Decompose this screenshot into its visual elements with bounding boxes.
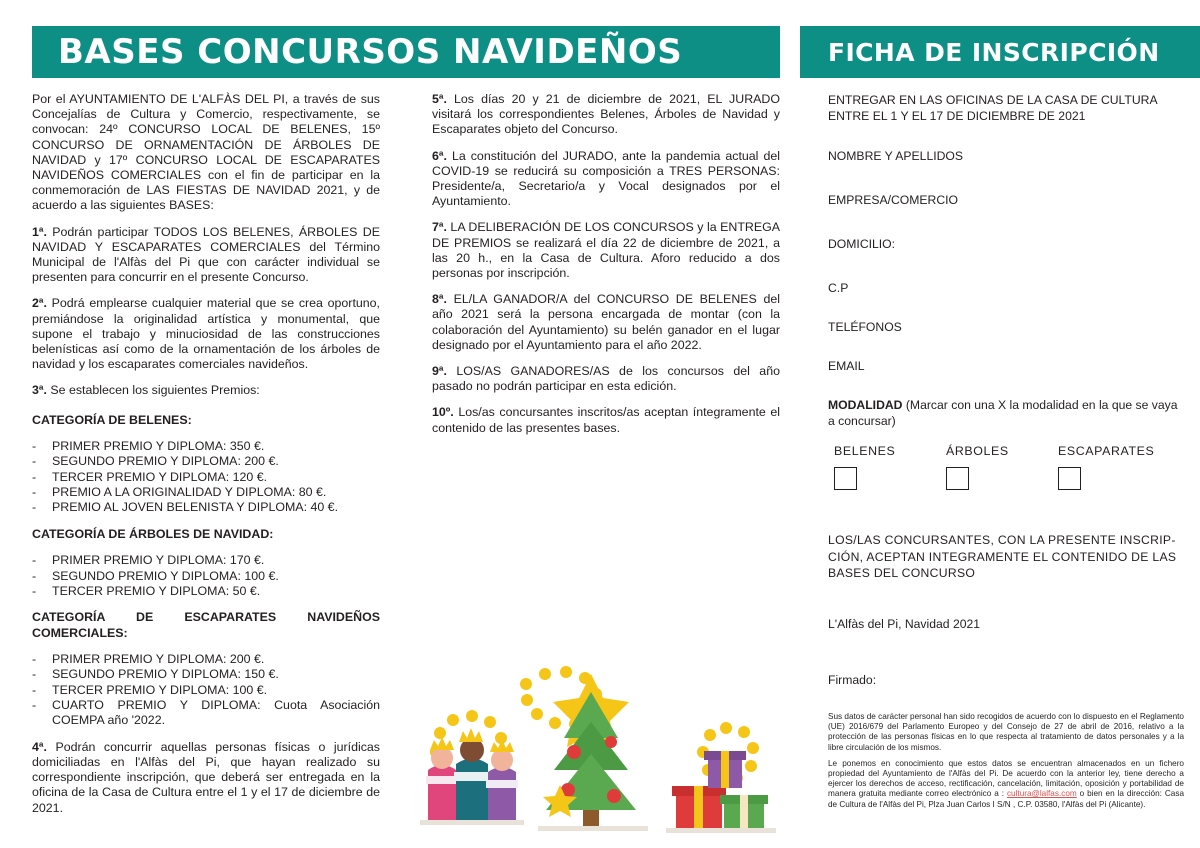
bases-intro-paragraph: Por el AYUNTAMIENTO DE L'ALFÀS DEL PI, a través de sus Concejalías de Cultura y Comercio, respectivamente, se convocan: 24º CONCURSO LOCAL DE BELENES, 15º CONCURSO DE ORNAMENTACIÓN DE ÁRBOLES DE NAVIDAD y 17º CONCURSO LOCAL DE ESCAPARATES NAVIDEÑOS COMERCIALES con el fin de participar en la conmemoración de LAS FIESTAS DE NAVIDAD 2021, y de acuerdo a las siguientes BASES: xyxy=(32,92,380,213)
base-6-paragraph xyxy=(432,149,780,210)
prize-text: TERCER PREMIO Y DIPLOMA: 100 €. xyxy=(52,682,268,697)
gift-boxes-icon xyxy=(666,751,776,833)
dash-bullet: - xyxy=(32,438,37,453)
dash-bullet: - xyxy=(32,682,37,697)
field-email[interactable]: EMAIL xyxy=(828,359,865,373)
dash-bullet: - xyxy=(32,553,37,568)
prize-text: SEGUNDO PREMIO Y DIPLOMA: 100 €. xyxy=(52,568,279,583)
prize-text: TERCER PREMIO Y DIPLOMA: 50 €. xyxy=(52,583,261,598)
base-3-paragraph xyxy=(32,383,380,398)
form-title: FICHA DE INSCRIPCIÓN xyxy=(828,37,1160,67)
three-kings-icon xyxy=(420,728,524,825)
base-7-paragraph xyxy=(432,220,780,281)
category-belenes-prize-list xyxy=(32,439,380,516)
checkbox-label: BELENES xyxy=(834,444,896,458)
acceptance-statement: LOS/LAS CONCURSANTES, CON LA PRESENTE INSCRIP-CIÓN, ACEPTAN INTEGRAMENTE EL CONTENIDO DE LAS BASES DEL CONCURSO xyxy=(828,533,1177,580)
signature-label[interactable]: Firmado: xyxy=(828,672,877,687)
legal-text-b: o bien en la dirección: Casa de Cultura de l'Alfàs del Pi, Plza Juan Carlos I S/N , C.P. 03580, l'Alfàs del Pi (Alicante). xyxy=(828,789,1184,809)
nativity-tree-gifts-icon xyxy=(408,630,788,835)
base-1-number: 1ª. xyxy=(32,224,47,239)
form-title-banner xyxy=(800,26,1200,78)
form-fields xyxy=(828,92,1178,700)
list-item xyxy=(32,683,380,698)
base-1-text: Podrán participar TODOS LOS BELENES, ÁRBOLES DE NAVIDAD Y ESCAPARATES COMERCIALES del Término Municipal de l'Alfàs del Pi que con carácter individual se presenten para concurrir en el presente Concurso. xyxy=(32,224,380,285)
spacer xyxy=(32,405,380,413)
list-item xyxy=(32,454,380,469)
base-5-number: 5ª. xyxy=(432,92,447,106)
prize-text: PREMIO AL JOVEN BELENISTA Y DIPLOMA: 40 €. xyxy=(52,500,339,515)
list-item xyxy=(32,698,380,729)
modality-checkbox-row xyxy=(828,443,1178,490)
bases-title-banner xyxy=(32,26,780,78)
base-10-paragraph xyxy=(432,405,780,435)
modality-option-escaparates[interactable] xyxy=(1052,443,1164,490)
base-7-text: LA DELIBERACIÓN DE LOS CONCURSOS y la ENTREGA DE PREMIOS se realizará el día 22 de diciembre de 2021, a las 20 h., en la Casa de Cultura. Aforo reducido a dos personas por inscripción. xyxy=(432,220,780,281)
dash-bullet: - xyxy=(32,651,37,666)
base-4-number: 4ª. xyxy=(32,739,47,754)
base-8-paragraph xyxy=(432,292,780,353)
list-item xyxy=(32,584,380,599)
dash-bullet: - xyxy=(32,697,37,712)
field-nombre-apellidos[interactable]: NOMBRE Y APELLIDOS xyxy=(828,149,964,163)
base-2-number: 2ª. xyxy=(32,296,47,311)
list-item xyxy=(32,553,380,568)
category-arboles-heading: CATEGORÍA DE ÁRBOLES DE NAVIDAD: xyxy=(32,526,274,541)
prize-text: PRIMER PREMIO Y DIPLOMA: 350 €. xyxy=(52,438,265,453)
prize-text: TERCER PREMIO Y DIPLOMA: 120 €. xyxy=(52,469,268,484)
base-2-text: Podrá emplearse cualquier material que se crea oportuno, premiándose la originalidad artística y monumental, que supone el trabajo y minuciosidad de las construcciones belenísticas así como de la ornamentación de los árboles de navidad y los escaparates comerciales navideños. xyxy=(32,296,380,372)
dash-bullet: - xyxy=(32,667,37,682)
modality-label: MODALIDAD xyxy=(828,398,903,412)
base-9-number: 9ª. xyxy=(432,364,447,379)
prize-text: PREMIO A LA ORIGINALIDAD Y DIPLOMA: 80 €. xyxy=(52,485,327,500)
list-item xyxy=(32,500,380,515)
category-escaparates-prize-list xyxy=(32,652,380,729)
base-9-paragraph xyxy=(432,364,780,394)
dash-bullet: - xyxy=(32,500,37,515)
prize-text: PRIMER PREMIO Y DIPLOMA: 200 €. xyxy=(52,651,265,666)
dash-bullet: - xyxy=(32,568,37,583)
category-escaparates-heading: CATEGORÍA DE ESCAPARATES NAVIDEÑOS COMERCIALES: xyxy=(32,610,380,640)
list-item xyxy=(32,439,380,454)
modality-option-belenes[interactable] xyxy=(828,443,940,490)
base-6-text: La constitución del JURADO, ante la pandemia actual del COVID-19 se reducirá su composición a TRES PERSONAS: Presidente/a, Secretario/a y Vocal designados por el Ayuntamiento. xyxy=(432,148,780,209)
christmas-illustration xyxy=(408,630,788,835)
list-item xyxy=(32,485,380,500)
checkbox-escaparates[interactable] xyxy=(1058,467,1081,490)
field-domicilio[interactable]: DOMICILIO: xyxy=(828,237,896,251)
bases-column-1 xyxy=(32,92,380,827)
base-2-paragraph xyxy=(32,296,380,372)
list-item xyxy=(32,667,380,682)
list-item xyxy=(32,652,380,667)
prize-text: PRIMER PREMIO Y DIPLOMA: 170 €. xyxy=(52,553,265,568)
legal-notice xyxy=(828,712,1184,816)
prize-text: CUARTO PREMIO Y DIPLOMA: Cuota Asociación COEMPA año '2022. xyxy=(52,697,380,728)
field-telefonos[interactable]: TELÉFONOS xyxy=(828,320,902,334)
base-4-paragraph xyxy=(32,740,380,816)
checkbox-belenes[interactable] xyxy=(834,467,857,490)
list-item xyxy=(32,470,380,485)
base-9-text: LOS/AS GANADORES/AS de los concursos del año pasado no podrán participar en esta edición. xyxy=(432,364,780,394)
base-7-number: 7ª. xyxy=(432,220,447,235)
base-10-number: 10º. xyxy=(432,405,454,420)
legal-text-a: Le ponemos en conocimiento que estos datos se encuentran almacenados en un fichero propiedad del Ayuntamiento de l'Alfàs del Pi. De acuerdo con la anterior ley, tiene derecho a ejercer los derechos de acceso, rectificación, cancelación, limitación, oposición y portabilidad de manera gratuita mediante correo electrónico a : xyxy=(828,758,1184,799)
dash-bullet: - xyxy=(32,454,37,469)
base-5-text: Los días 20 y 21 de diciembre de 2021, EL JURADO visitará los correspondientes Belenes, Árboles de Navidad y Escaparates objeto del Concurso. xyxy=(432,92,780,137)
prize-text: SEGUNDO PREMIO Y DIPLOMA: 200 €. xyxy=(52,454,279,469)
base-10-text: Los/as concursantes inscritos/as aceptan íntegramente el contenido de las presentes bases. xyxy=(432,405,780,435)
base-8-number: 8ª. xyxy=(432,292,447,307)
base-3-text: Se establecen los siguientes Premios: xyxy=(46,383,260,398)
checkbox-label: ÁRBOLES xyxy=(946,444,1009,458)
contact-email-link[interactable]: cultura@lalfas.com xyxy=(1006,789,1077,799)
registration-form-panel xyxy=(800,0,1200,848)
base-8-text: EL/LA GANADOR/A del CONCURSO DE BELENES del año 2021 será la persona encargada de montar (con la colaboración del Ayuntamiento) su belén ganador en el lugar designado por el Ayuntamiento para el año 2022. xyxy=(432,292,780,352)
bases-column-2 xyxy=(432,92,780,447)
legal-paragraph-2 xyxy=(828,759,1184,810)
christmas-tree-icon xyxy=(538,674,648,831)
list-item xyxy=(32,569,380,584)
place-and-date: L'Alfàs del Pi, Navidad 2021 xyxy=(828,616,981,631)
category-arboles-prize-list xyxy=(32,553,380,599)
base-1-paragraph xyxy=(32,225,380,286)
modality-option-arboles[interactable] xyxy=(940,443,1052,490)
modality-section-label xyxy=(828,397,1178,429)
dash-bullet: - xyxy=(32,469,37,484)
form-instructions: ENTREGAR EN LAS OFICINAS DE LA CASA DE CULTURA ENTRE EL 1 Y EL 17 DE DICIEMBRE DE 2021 xyxy=(828,93,1157,123)
checkbox-arboles[interactable] xyxy=(946,467,969,490)
base-4-text: Podrán concurrir aquellas personas físicas o jurídicas domiciliadas en l'Alfàs del Pi, que hayan realizado su correspondiente inscripción, que deberá ser entregada en la oficina de la Casa de Cultura entre el 1 y el 17 de diciembre de 2021. xyxy=(32,739,380,815)
field-empresa-comercio[interactable]: EMPRESA/COMERCIO xyxy=(828,193,959,207)
legal-paragraph-1: Sus datos de carácter personal han sido recogidos de acuerdo con lo dispuesto en el Reglamento (UE) 2016/679 del Parlamento Europeo y del Consejo de 27 de abril de 2016, relativo a la protección de las personas físicas en lo que respecta al tratamiento de datos personales y a la libre circulación de los mismos. xyxy=(828,712,1184,752)
base-6-number: 6ª. xyxy=(432,148,447,163)
dash-bullet: - xyxy=(32,485,37,500)
checkbox-label: ESCAPARATES xyxy=(1058,444,1155,458)
category-belenes-heading: CATEGORÍA DE BELENES: xyxy=(32,412,192,427)
base-3-number: 3ª. xyxy=(32,383,47,398)
field-cp[interactable]: C.P xyxy=(828,281,849,295)
prize-text: SEGUNDO PREMIO Y DIPLOMA: 150 €. xyxy=(52,667,279,682)
page-title: BASES CONCURSOS NAVIDEÑOS xyxy=(58,32,683,72)
dash-bullet: - xyxy=(32,583,37,598)
base-5-paragraph xyxy=(432,92,780,138)
modality-note: (Marcar con una X la modalidad en la que se vaya a concursar) xyxy=(828,398,1178,428)
